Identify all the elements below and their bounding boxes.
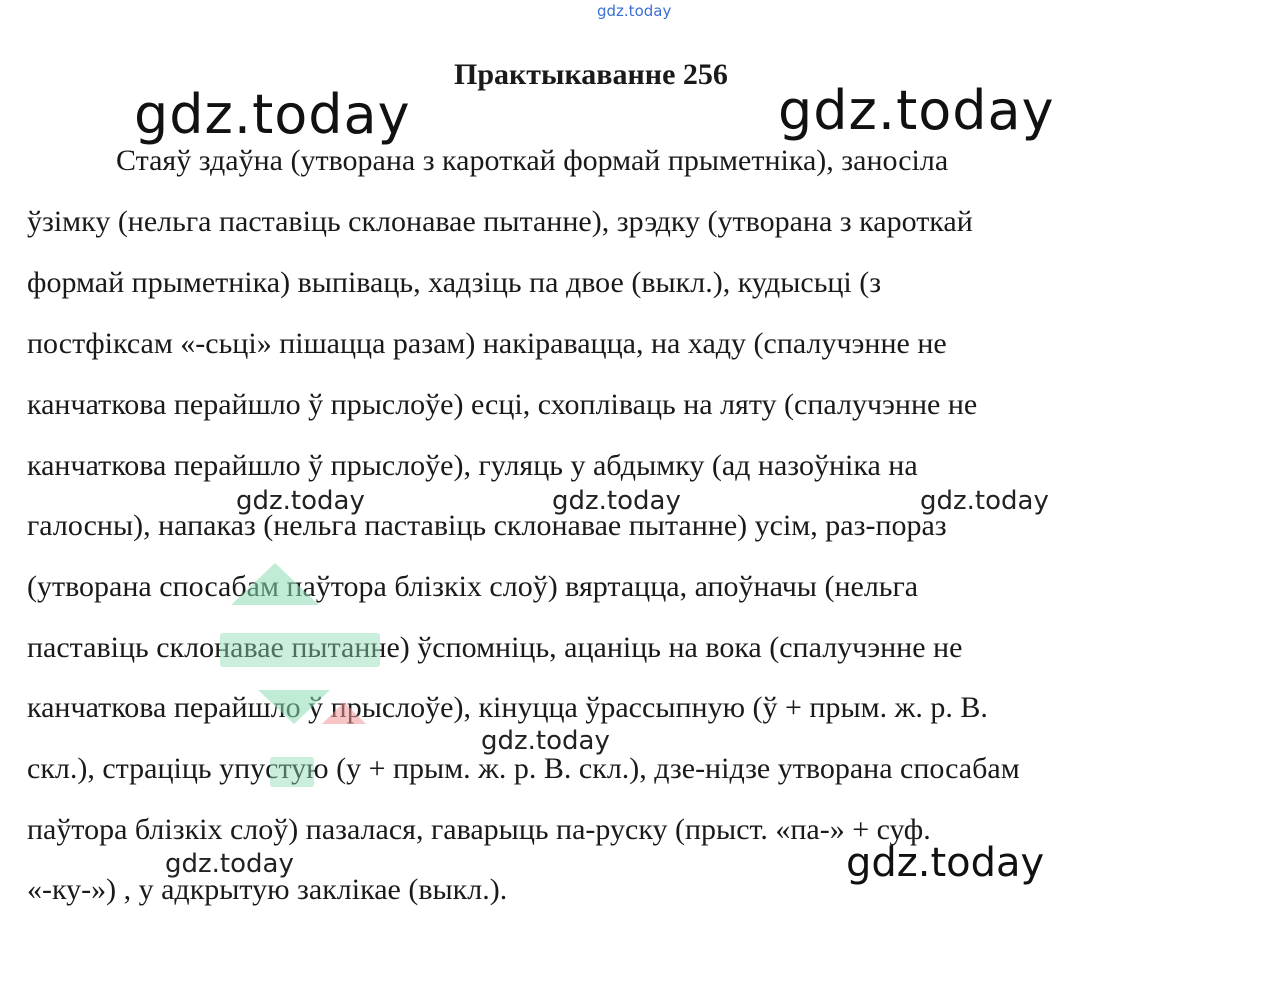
text-line: паўтора блізкіх слоў) пазалася, гаварыць па-руску (прыст. «па-» + суф. bbox=[27, 813, 931, 846]
watermark-bottom-right: gdz.today bbox=[846, 840, 1045, 886]
page-title: Практыкаванне 256 bbox=[454, 58, 728, 91]
text-line: скл.), страціць упустую (у + прым. ж. р. В. скл.), дзе-нідзе утворана спосабам bbox=[27, 752, 1020, 785]
text-line: канчаткова перайшло ў прыслоўе), кінуцца ўрассыпную (ў + прым. ж. р. В. bbox=[27, 691, 988, 724]
highlight-triangle-red bbox=[322, 702, 366, 724]
highlight-band-green-small bbox=[270, 757, 314, 787]
watermark-row-3: gdz.today bbox=[920, 486, 1049, 516]
text-line: формай прыметніка) выпіваць, хадзіць па двое (выкл.), кудысьці (з bbox=[27, 266, 882, 299]
text-line: канчаткова перайшло ў прыслоўе), гуляць у абдымку (ад назоўніка на bbox=[27, 449, 918, 482]
text-line: паставіць склонавае пытанне) ўспомніць, ацаніць на вока (спалучэнне не bbox=[27, 631, 963, 664]
watermark-mid: gdz.today bbox=[481, 726, 610, 756]
watermark-big-right: gdz.today bbox=[778, 79, 1055, 142]
watermark-big-left: gdz.today bbox=[134, 83, 411, 146]
text-line: ўзімку (нельга паставіць склонавае пытанне), зрэдку (утворана з кароткай bbox=[27, 205, 973, 238]
text-line: постфіксам «-сьці» пішацца разам) накіравацца, на хаду (спалучэнне не bbox=[27, 327, 947, 360]
text-line: «-ку-») , у адкрытую заклікае (выкл.). bbox=[27, 873, 508, 906]
highlight-triangle-green bbox=[231, 563, 319, 605]
watermark-row-2: gdz.today bbox=[552, 486, 681, 516]
text-line: Стаяў здаўна (утворана з кароткай формай прыметніка), заносіла bbox=[116, 144, 949, 177]
watermark-bottom-left: gdz.today bbox=[165, 849, 294, 879]
text-line: канчаткова перайшло ў прыслоўе) есці, схопліваць на ляту (спалучэнне не bbox=[27, 388, 978, 421]
watermark-row-1: gdz.today bbox=[236, 486, 365, 516]
highlight-band-green bbox=[220, 633, 380, 667]
top-watermark: gdz.today bbox=[597, 2, 672, 20]
text-line: галосны), напаказ (нельга паставіць склонавае пытанне) усім, раз-пораз bbox=[27, 509, 947, 542]
text-line: (утворана спосабам паўтора блізкіх слоў) вяртацца, апоўначы (нельга bbox=[27, 570, 919, 603]
highlight-triangle-green-lower bbox=[258, 690, 330, 724]
